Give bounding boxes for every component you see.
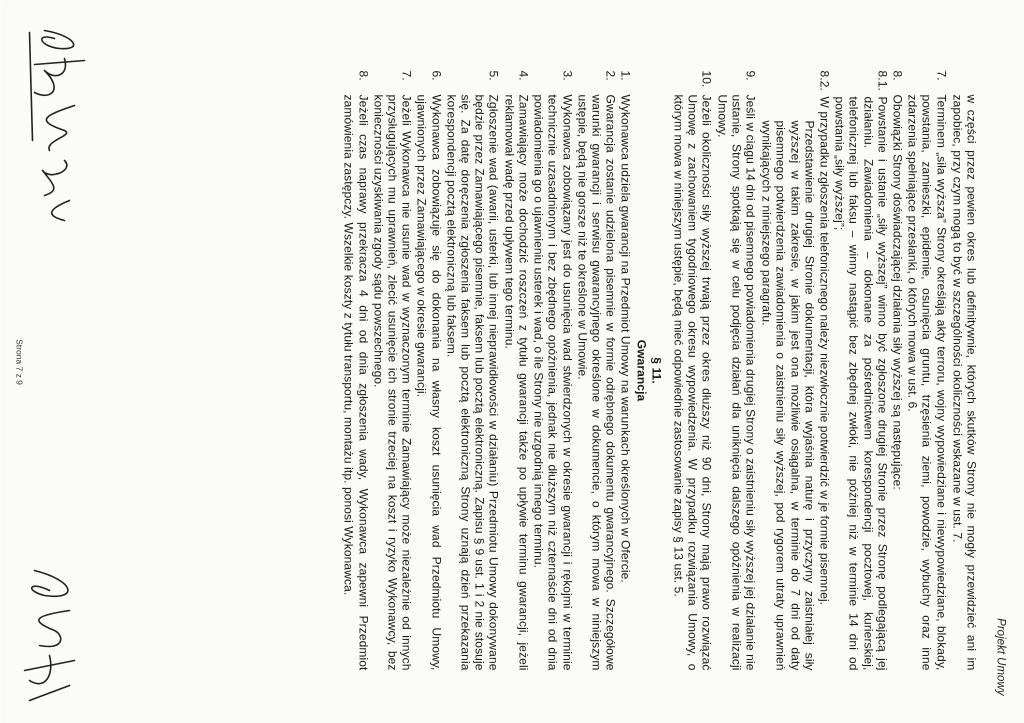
item-number: 5. <box>486 70 501 81</box>
signature-left <box>14 20 104 240</box>
list-subitem <box>817 70 831 670</box>
document-header: Projekt Umowy <box>994 617 1006 695</box>
list-item <box>714 70 757 670</box>
item-number: 8.2. <box>816 70 831 91</box>
item-text: W przypadku zgłoszenia telefonicznego należy niezwłocznie potwierdzić w je formie pisemnej. <box>816 96 831 605</box>
item-text: Powstanie i ustanie „siły wyższej” winno być zgłoszone drugiej Stronie przez Stronę podlegającą jej działaniu. Zawiadomienia – dokonane za pośrednictwem korespondencji pocztowej, kurierskiej, telefonicznej lub faksu – winny nastąpić bez zbędnej zwłoki, nie później niż w terminie 14 dni od powstania „siły wyższej”; <box>832 96 889 670</box>
page-footer: Strona 7 z 9 <box>14 338 24 385</box>
item-text: Jeżeli okoliczności siły wyższej trwają przez okres dłuższy niż 90 dni, Strony mają prawo rozwiązać Umowę z zachowaniem tygodniowego okresu wypowiedzenia. W przypadku rozwiązania Umowy, o którym mowa w niniejszym ustępie, będą mieć odpowiednie zastosowanie zapisy § 13 ust. 5. <box>670 94 714 670</box>
item-number: 2. <box>603 70 618 81</box>
item-text: Jeśli w ciągu 14 dni od pisemnego powiadomienia drugiej Strony o zaistnieniu siły wyższej jej działanie nie ustanie, Strony spotkają się w celu podjęcia działań dla uniknięcia dalszego opóźnienia w realizacji Umowy. <box>714 94 757 670</box>
section-title: Gwarancja <box>633 339 648 401</box>
item-number: 1. <box>618 70 633 81</box>
intro-paragraph: w części przez pewien okres lub definitywnie, których skutków Strony nie mogły przewidzieć ani im zapobiec, przy czym mogą to być w szczególności okoliczności wskazane w ust. 7. <box>949 94 978 670</box>
list-item <box>414 70 442 670</box>
item-text: Jeżeli czas naprawy przekracza 4 dni od dnia zgłoszenia wady, Wykonawca zapewni Przedmiot zamówienia zastępczy. Wszelkie koszty z tytułu transportu, montażu itp. ponosi Wykonawca. <box>341 94 370 670</box>
list-item <box>575 70 618 670</box>
item-text: Wykonawca udziela gwarancji na Przedmiot Umowy na warunkach określonych w Ofercie. <box>618 94 633 583</box>
item-text: Obowiązki Strony doświadczającej działania siły wyższej są następujące: <box>889 94 904 490</box>
item-number: 7. <box>399 70 414 81</box>
item-text: Terminem „siła wyższa” Strony określają akty terroru, wojny wypowiedziane i niewypowiedziane, blokady, powstania, zamieszki, epidemie, osunięcia gruntu, trzęsienia ziemi, powodzie, wybuchy oraz inne zdarzenia spełniające przesłanki, o których mowa w ust. 6. <box>905 94 948 670</box>
list-item <box>502 70 530 670</box>
item-text: Wykonawca zobowiązany jest do usunięcia wad stwierdzonych w okresie gwarancji i rękojmi w terminie technicznie uzasadnionym i bez zbędnego opóźnienia, jednak nie dłuższym niż czternaście dni od dnia powiadomienia go o ujawnieniu usterek i wad, o ile Strony nie uzgodnią innego terminu. <box>531 94 574 670</box>
list-subitem <box>832 70 889 670</box>
item-number: 3. <box>559 70 574 81</box>
list-item <box>531 70 574 670</box>
list-item <box>341 70 369 670</box>
subitem-continuation: Przedstawienie drugiej Stronie dokumentacji, która wyjaśnia naturę i przyczyny zaistniałej siły wyższej w takim zakresie, w jakim jest ona możliwie osiągalna, w terminie do 7 dni od daty pisemnego potwierdzenia zawiadomienia o zaistnieniu siły wyższej, pod rygorem utraty uprawnień wynikających z niniejszego paragrafu. <box>759 120 816 670</box>
item-number: 9. <box>742 70 757 81</box>
list-item <box>444 70 501 670</box>
item-text: Jeżeli Wykonawca nie usunie wad w wyznaczonym terminie Zamawiający może niezależnie od innych przysługujących mu uprawnień, zlecić usunięcie ich stronie trzeciej na koszt i ryzyko Wykonawcy, bez konieczności uzyskiwania zgody sądu powszechnego. <box>370 94 414 670</box>
list-item <box>890 70 904 670</box>
item-number: 4. <box>515 70 530 81</box>
list-item <box>671 70 714 670</box>
item-text: Zgłoszenie wad (awarii, usterki, lub innej nieprawidłowości w działaniu) Przedmiotu Umowy dokonywane będzie przez Zamawiającego pisemnie, faksem lub pocztą elektroniczną. Zapisu § 9 ust. 1 i 2 nie stosuje się. Za datę doręczenia zgłoszenia faksem lub pocztą elektroniczną Strony uznają dzień przekazania korespondencji pocztą elektroniczną lub faksem. <box>443 94 501 670</box>
item-number: 8.1. <box>874 70 889 91</box>
list-item <box>371 70 414 670</box>
item-number: 6. <box>428 70 443 81</box>
list-item <box>905 70 948 670</box>
list-item <box>618 70 632 670</box>
item-number: 8. <box>355 70 370 81</box>
item-number: 8. <box>889 70 904 81</box>
item-text: Gwarancja zostanie udzielona pisemnie w formie odrębnego dokumentu gwarancyjnego. Szczegółowe warunki gwarancji i serwisu gwarancyjnego określone w dokumencie, o którym mowa w niniejszym ustępie, będą nie gorsze niż te określone w Umowie. <box>574 94 618 670</box>
item-number: 10. <box>699 70 714 87</box>
document-body <box>340 70 978 670</box>
initials-right <box>14 560 94 710</box>
item-text: Wykonawca zobowiązuje się do dokonania na własny koszt usunięcia wad Przedmiotu Umowy, ujawnionych przez Zamawiającego w okresie gwarancji. <box>414 94 443 670</box>
item-number: 7. <box>933 70 948 81</box>
item-text: Zamawiający może dochodzić roszczeń z tytułu gwarancji także po upływie terminu gwarancji, jeżeli reklamował wadę przed upływem tego terminu. <box>501 94 530 670</box>
section-number: § 11. <box>648 356 663 384</box>
